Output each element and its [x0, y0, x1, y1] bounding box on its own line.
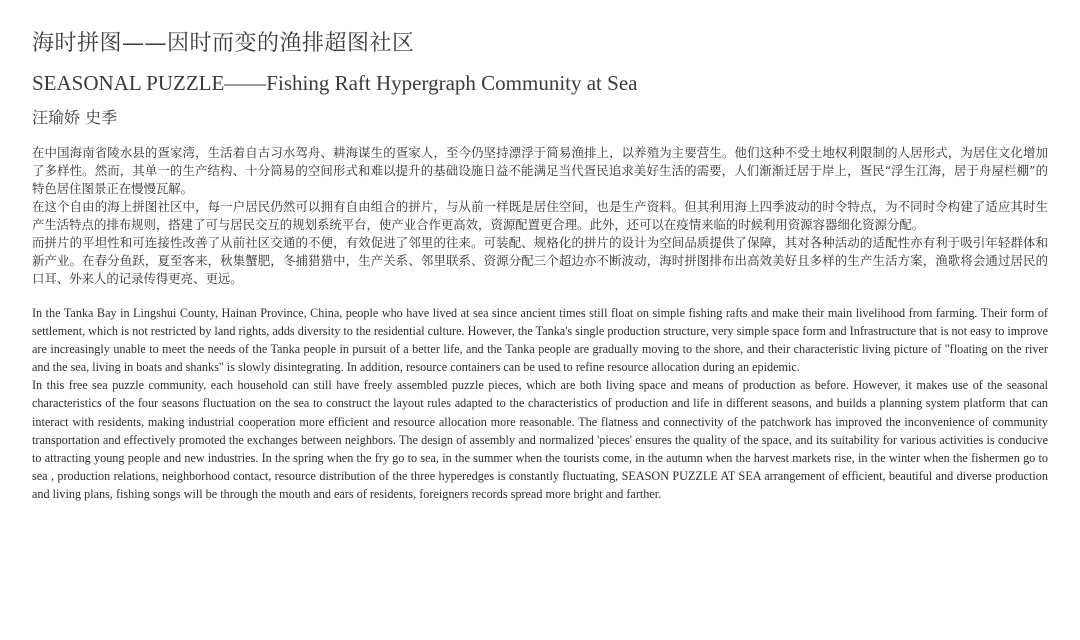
english-description	[32, 304, 1048, 503]
chinese-paragraph-3: 而拼片的平坦性和可连接性改善了从前社区交通的不便，有效促进了邻里的往来。可装配、规格化的拼片的设计为空间品质提供了保障，其对各种活动的适配性亦有利于吸引年轻群体和新产业。在春分鱼跃，夏至客来，秋集蟹肥，冬捕猎猎中，生产关系、邻里联系、资源分配三个超边亦不断波动，海时拼图排布出高效美好且多样的生产生活方案，渔歌将会通过居民的口耳、外来人的记录传得更亮、更远。	[32, 235, 1048, 286]
english-paragraph-2: In this free sea puzzle community, each household can still have freely assembled puzzle pieces, which are both living space and means of production as before. However, it makes use of the seasonal characteristics of the four seasons fluctuation on the sea to construct the layout rules adapted to the characteristics of production and life in different seasons, and builds a planning system platform that can interact with residents, making industrial cooperation more efficient and resource allocation more reasonable. The flatness and connectivity of the patchwork has improved the inconvenience of community transportation and effectively promoted the exchanges between neighbors. The design of assembly and normalized 'pieces' ensures the quality of the space, and its suitability for various activities is conducive to attracting young people and new industries. In the spring when the fry go to sea, in the summer when the tourists come, in the autumn when the harvest markets rise, in the winter when the fishermen go to sea , production relations, neighborhood contact, resource distribution of the three hyperedges is constantly fluctuating, SEASON PUZZLE AT SEA arrangement of efficient, beautiful and diverse production and living plans, fishing songs will be through the mouth and ears of residents, foreigners records spread more bright and farther.	[32, 378, 1048, 501]
document-page	[32, 28, 1048, 503]
chinese-paragraph-2: 在这个自由的海上拼图社区中，每一户居民仍然可以拥有自由组合的拼片，与从前一样既是居住空间，也是生产资料。但其利用海上四季波动的时令特点，为不同时令构建了适应其时生产生活特点的排布规则，搭建了可与居民交互的规划系统平台，使产业合作更高效，资源配置更合理。此外，还可以在疫情来临的时候利用资源容器细化资源分配。	[32, 199, 1048, 232]
chinese-paragraph-1: 在中国海南省陵水县的疍家湾，生活着自古习水驾舟、耕海谋生的疍家人，至今仍坚持漂浮于简易渔排上，以养殖为主要营生。他们这种不受土地权利限制的人居形式，为居住文化增加了多样性。然而，其单一的生产结构、十分简易的空间形式和难以提升的基础设施日益不能满足当代疍民追求美好生活的需要，人们渐渐迁居于岸上，疍民“浮生江海，居于舟屋栏棚”的特色居住图景正在慢慢瓦解。	[32, 145, 1048, 196]
title-english: SEASONAL PUZZLE——Fishing Raft Hypergraph Community at Sea	[32, 71, 638, 95]
chinese-description	[32, 144, 1048, 288]
title-chinese: 海时拼图——因时而变的渔排超图社区	[32, 31, 415, 56]
author-names: 汪瑜娇 史季	[32, 108, 118, 127]
english-paragraph-1: In the Tanka Bay in Lingshui County, Hainan Province, China, people who have lived at sea since ancient times still float on simple fishing rafts and make their main livelihood from farming. Their form of settlement, which is not restricted by land rights, adds diversity to the residential culture. However, the Tanka's single production structure, very simple space form and Infrastructure that is not easy to improve are increasingly unable to meet the needs of the Tanka people in pursuit of a better life, and the Tanka people are gradually moving to the shore, and their characteristic living picture of "floating on the river and the sea, living in boats and shanks" is slowly disintegrating. In addition, resource containers can be used to refine resource allocation during an epidemic.	[32, 306, 1048, 375]
